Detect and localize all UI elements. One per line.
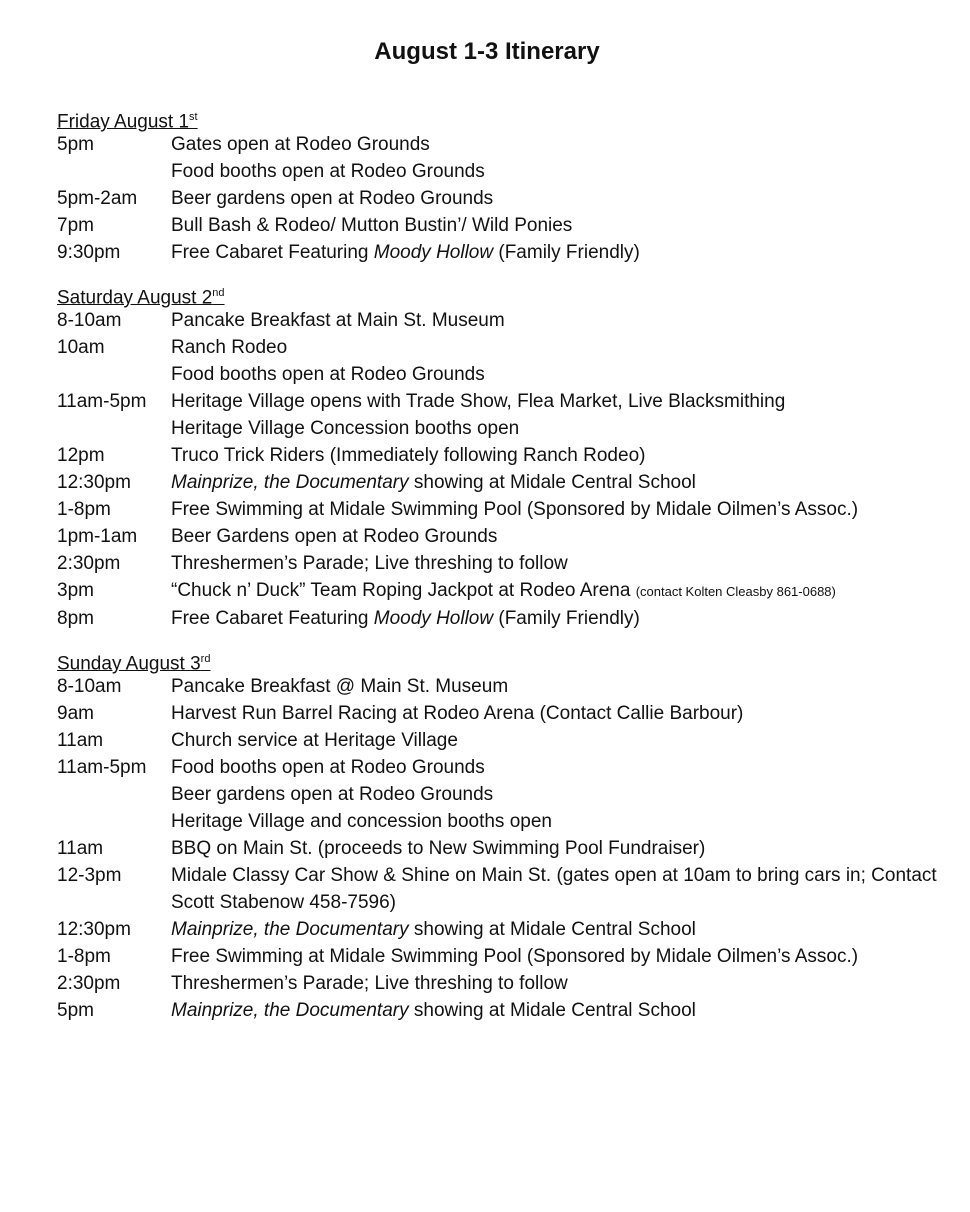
itinerary-row: [57, 469, 937, 496]
itinerary-row: [57, 605, 937, 632]
event-description: [171, 361, 937, 388]
itinerary-row: [57, 361, 937, 388]
itinerary-row: [57, 307, 937, 334]
event-description: [171, 997, 937, 1024]
itinerary-row: [57, 577, 937, 605]
itinerary-row: [57, 970, 937, 997]
event-text-post: showing at Midale Central School: [408, 919, 696, 940]
itinerary-row: [57, 916, 937, 943]
event-time: 11am-5pm: [57, 391, 147, 412]
event-description: [171, 808, 937, 835]
itinerary-row: [57, 496, 937, 523]
event-description: [171, 916, 937, 943]
itinerary-row: [57, 943, 937, 970]
event-description: [171, 442, 937, 469]
event-time: 10am: [57, 337, 105, 358]
itinerary-row: [57, 131, 937, 158]
itinerary-row: [57, 700, 937, 727]
event-text-small: (contact Kolten Cleasby 861-0688): [635, 584, 836, 599]
event-text-italic: Moody Hollow: [373, 608, 494, 629]
event-time: 12:30pm: [57, 919, 131, 940]
event-time: [57, 415, 171, 442]
event-text-italic: Mainprize, the Documentary: [171, 1000, 409, 1021]
itinerary-row: [57, 442, 937, 469]
event-description: [171, 577, 937, 605]
day-heading-suffix: rd: [200, 653, 211, 665]
event-description: [171, 943, 937, 970]
page-title: August 1-3 Itinerary: [374, 38, 600, 65]
event-description: [171, 334, 937, 361]
event-text-italic: Mainprize, the Documentary: [171, 919, 409, 940]
event-time: 2:30pm: [57, 553, 121, 574]
event-time: 5pm: [57, 1000, 94, 1021]
event-time: 12pm: [57, 445, 105, 466]
event-text-post: (Family Friendly): [493, 242, 640, 263]
itinerary-row: [57, 158, 937, 185]
event-text-post: showing at Midale Central School: [408, 472, 696, 493]
event-time: 5pm: [57, 134, 94, 155]
event-text-text: Heritage Village Concession booths open: [171, 418, 520, 439]
day-heading: [57, 280, 937, 307]
sunday-rows: [57, 673, 937, 1024]
itinerary-row: [57, 754, 937, 781]
event-text-text: Truco Trick Riders (Immediately following Ranch Rodeo): [171, 445, 646, 466]
day-heading-suffix: nd: [212, 287, 225, 299]
event-text-text: Beer Gardens open at Rodeo Grounds: [171, 526, 498, 547]
itinerary-row: [57, 415, 937, 442]
event-description: [171, 239, 937, 266]
event-description: [171, 835, 937, 862]
event-text-text: Free Swimming at Midale Swimming Pool (Sponsored by Midale Oilmen’s Assoc.): [171, 946, 859, 967]
event-description: [171, 970, 937, 997]
event-time: 11am: [57, 838, 104, 859]
event-description: [171, 550, 937, 577]
event-time: 1-8pm: [57, 499, 111, 520]
event-time: [57, 808, 171, 835]
itinerary-row: [57, 997, 937, 1024]
day-heading-suffix: st: [189, 111, 198, 123]
event-text-text: Beer gardens open at Rodeo Grounds: [171, 784, 494, 805]
event-text-text: Pancake Breakfast @ Main St. Museum: [171, 676, 509, 697]
event-description: [171, 523, 937, 550]
event-description: [171, 673, 937, 700]
event-time: 11am: [57, 730, 104, 751]
saturday-rows: [57, 307, 937, 632]
sunday-section: [57, 646, 937, 1024]
event-time: [57, 158, 171, 185]
event-text-text: Harvest Run Barrel Racing at Rodeo Arena (Contact Callie Barbour): [171, 703, 744, 724]
itinerary-row: [57, 388, 937, 415]
event-time: 11am-5pm: [57, 757, 147, 778]
itinerary-row: [57, 212, 937, 239]
event-description: [171, 415, 937, 442]
event-time: 8-10am: [57, 676, 122, 697]
event-time: 8-10am: [57, 310, 122, 331]
day-heading-text: Sunday August 3: [57, 653, 201, 675]
event-text-text: Heritage Village and concession booths open: [171, 811, 552, 832]
saturday-section: [57, 280, 937, 632]
event-text-text: Heritage Village opens with Trade Show, Flea Market, Live Blacksmithing: [171, 391, 786, 412]
event-time: 5pm-2am: [57, 188, 138, 209]
event-description: [171, 781, 937, 808]
event-description: [171, 185, 937, 212]
day-heading-text: Saturday August 2: [57, 287, 213, 309]
event-text-pre: Free Cabaret Featuring: [171, 608, 374, 629]
itinerary-row: [57, 550, 937, 577]
itinerary-row: [57, 835, 937, 862]
itinerary-row: [57, 334, 937, 361]
event-text-pre: Free Cabaret Featuring: [171, 242, 374, 263]
event-time: [57, 361, 171, 388]
friday-rows: [57, 131, 937, 266]
event-description: [171, 131, 937, 158]
event-text-text: Food booths open at Rodeo Grounds: [171, 161, 485, 182]
event-text-text: Bull Bash & Rodeo/ Mutton Bustin’/ Wild Ponies: [171, 215, 573, 236]
event-text-text: Threshermen’s Parade; Live threshing to follow: [171, 973, 568, 994]
event-time: 1pm-1am: [57, 526, 138, 547]
event-description: [171, 496, 937, 523]
friday-section: [57, 104, 937, 266]
event-description: [171, 727, 937, 754]
event-time: 7pm: [57, 215, 94, 236]
itinerary-page: [57, 38, 937, 1038]
event-text-text: Gates open at Rodeo Grounds: [171, 134, 430, 155]
itinerary-row: [57, 673, 937, 700]
itinerary-row: [57, 781, 937, 808]
event-description: [171, 307, 937, 334]
event-description: [171, 605, 937, 632]
event-description: [171, 158, 937, 185]
itinerary-row: [57, 808, 937, 835]
day-heading-text: Friday August 1: [57, 111, 190, 133]
event-description: [171, 862, 937, 916]
event-text-post: showing at Midale Central School: [408, 1000, 696, 1021]
event-description: [171, 388, 937, 415]
event-time: 2:30pm: [57, 973, 121, 994]
event-text-text: Beer gardens open at Rodeo Grounds: [171, 188, 494, 209]
event-text-text: Ranch Rodeo: [171, 337, 288, 358]
day-heading: [57, 646, 937, 673]
event-text-text: “Chuck n’ Duck” Team Roping Jackpot at Rodeo Arena: [171, 580, 636, 601]
day-heading: [57, 104, 937, 131]
event-description: [171, 469, 937, 496]
itinerary-row: [57, 239, 937, 266]
itinerary-row: [57, 185, 937, 212]
event-text-text: Church service at Heritage Village: [171, 730, 458, 751]
event-text-text: Food booths open at Rodeo Grounds: [171, 757, 485, 778]
event-text-text: Free Swimming at Midale Swimming Pool (Sponsored by Midale Oilmen’s Assoc.): [171, 499, 859, 520]
event-description: [171, 700, 937, 727]
event-time: 9am: [57, 703, 94, 724]
itinerary-row: [57, 862, 937, 916]
event-text-text: Pancake Breakfast at Main St. Museum: [171, 310, 505, 331]
event-text-italic: Mainprize, the Documentary: [171, 472, 409, 493]
itinerary-row: [57, 523, 937, 550]
event-text-text: Midale Classy Car Show & Shine on Main St. (gates open at 10am to bring cars in; Contact Scott Stabenow 458-7596): [171, 865, 937, 913]
event-time: 8pm: [57, 608, 94, 629]
event-time: 9:30pm: [57, 242, 121, 263]
event-text-text: BBQ on Main St. (proceeds to New Swimming Pool Fundraiser): [171, 838, 706, 859]
event-description: [171, 212, 937, 239]
event-time: 3pm: [57, 580, 94, 601]
event-text-text: Threshermen’s Parade; Live threshing to follow: [171, 553, 568, 574]
event-text-post: (Family Friendly): [493, 608, 640, 629]
event-description: [171, 754, 937, 781]
event-time: [57, 781, 171, 808]
event-time: 12-3pm: [57, 865, 122, 886]
event-time: 12:30pm: [57, 472, 131, 493]
itinerary-row: [57, 727, 937, 754]
event-text-italic: Moody Hollow: [373, 242, 494, 263]
event-time: 1-8pm: [57, 946, 111, 967]
event-text-text: Food booths open at Rodeo Grounds: [171, 364, 485, 385]
